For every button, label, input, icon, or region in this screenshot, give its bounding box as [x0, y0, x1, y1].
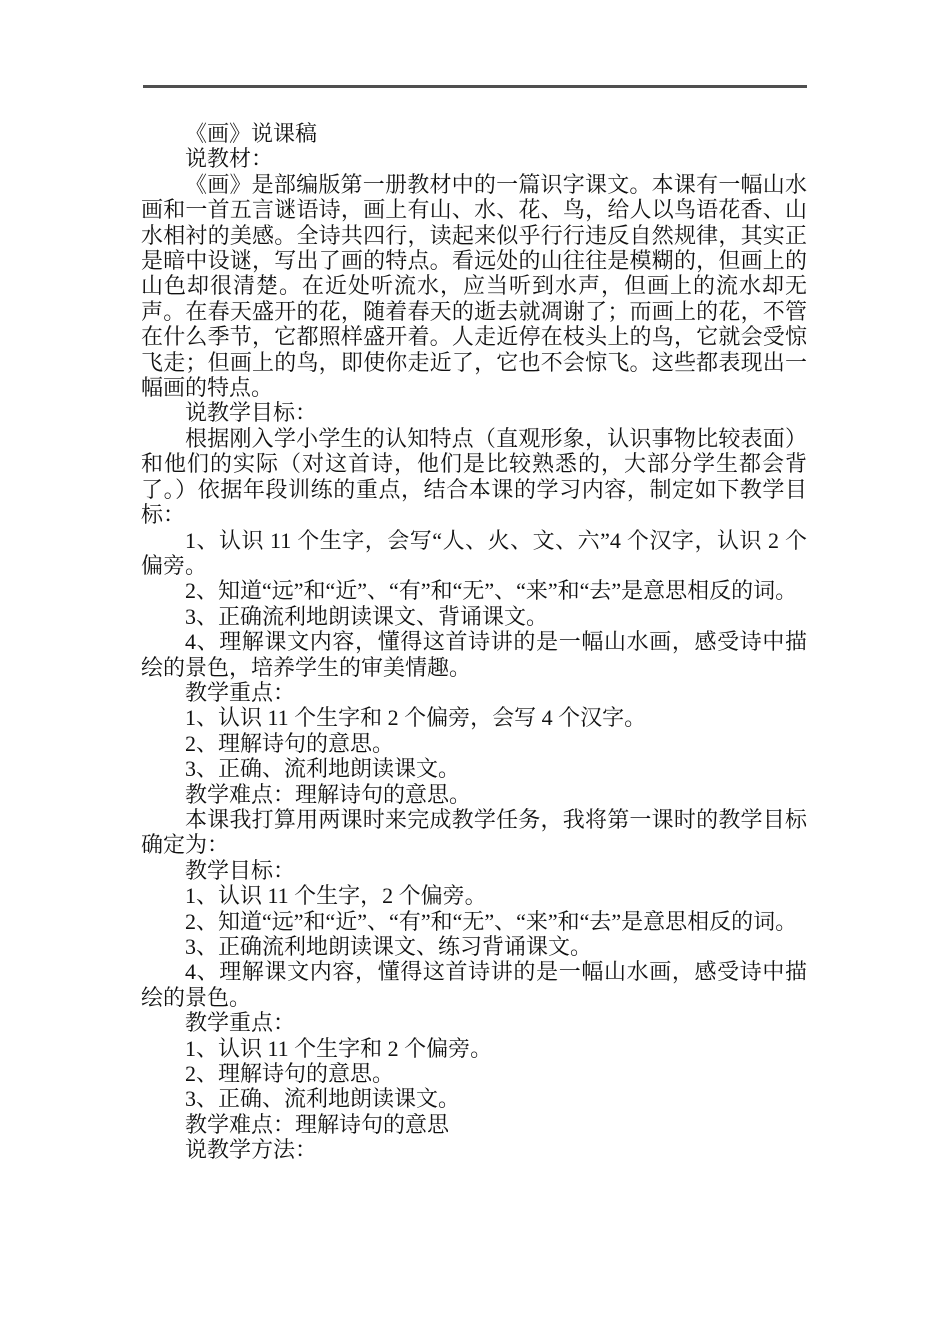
paragraph: 教学目标：: [185, 857, 296, 883]
paragraph: 1、认识 11 个生字和 2 个偏旁。: [185, 1035, 493, 1061]
paragraph: 2、知道“远”和“近”、“有”和“无”、“来”和“去”是意思相反的词。: [185, 578, 798, 604]
paragraph: 1、认识 11 个生字和 2 个偏旁，会写 4 个汉字。: [185, 705, 647, 731]
paragraph: 2、理解诗句的意思。: [185, 1061, 395, 1087]
paragraph: 教学重点：: [185, 679, 296, 705]
header-rule-divider: [143, 85, 807, 88]
paragraph: 教学难点：理解诗句的意思。: [185, 781, 472, 807]
paragraph: 1、认识 11 个生字，会写“人、火、文、六”4 个汉字，认识 2 个偏旁。: [141, 527, 807, 578]
paragraph: 1、认识 11 个生字，2 个偏旁。: [185, 883, 487, 909]
paragraph: 教学难点：理解诗句的意思: [185, 1111, 450, 1137]
paragraph: 说教材：: [185, 146, 274, 172]
paragraph: 3、正确流利地朗读课文、练习背诵课文。: [185, 934, 593, 959]
paragraph: 说教学目标：: [185, 400, 318, 426]
paragraph: 4、理解课文内容，懂得这首诗讲的是一幅山水画，感受诗中描绘的景色，培养学生的审美情趣。: [141, 629, 807, 680]
paragraph: 3、正确、流利地朗读课文。: [185, 1086, 461, 1112]
paragraph: 根据刚入学小学生的认知特点（直观形象，认识事物比较表面）和他们的实际（对这首诗，他们是比较熟悉的，大部分学生都会背了。）依据年段训练的重点，结合本课的学习内容，制定如下教学目标：: [141, 425, 807, 528]
paragraph: 3、正确、流利地朗读课文。: [185, 756, 461, 782]
paragraph: 本课我打算用两课时来完成教学任务，我将第一课时的教学目标确定为：: [141, 806, 807, 858]
paragraph: 2、理解诗句的意思。: [185, 730, 395, 756]
document-body: [141, 121, 807, 1163]
paragraph: 《画》说课稿: [185, 121, 318, 146]
paragraph: 说教学方法：: [185, 1137, 318, 1163]
paragraph: 3、正确流利地朗读课文、背诵课文。: [185, 603, 549, 629]
paragraph: 4、理解课文内容，懂得这首诗讲的是一幅山水画，感受诗中描绘的景色。: [141, 959, 807, 1010]
paragraph: 2、知道“远”和“近”、“有”和“无”、“来”和“去”是意思相反的词。: [185, 908, 798, 934]
paragraph: 教学重点：: [185, 1010, 296, 1036]
paragraph: 《画》是部编版第一册教材中的一篇识字课文。本课有一幅山水画和一首五言谜语诗，画上有山、水、花、鸟，给人以鸟语花香、山水相衬的美感。全诗共四行，读起来似乎行行违反自然规律，其实正是暗中设谜，写出了画的特点。看远处的山往往是模糊的，但画上的山色却很清楚。在近处听流水，应当听到水声，但画上的流水却无声。在春天盛开的花，随着春天的逝去就凋谢了；而画上的花，不管在什么季节，它都照样盛开着。人走近停在枝头上的鸟，它就会受惊飞走；但画上的鸟，即使你走近了，它也不会惊飞。这些都表现出一幅画的特点。: [141, 171, 807, 401]
